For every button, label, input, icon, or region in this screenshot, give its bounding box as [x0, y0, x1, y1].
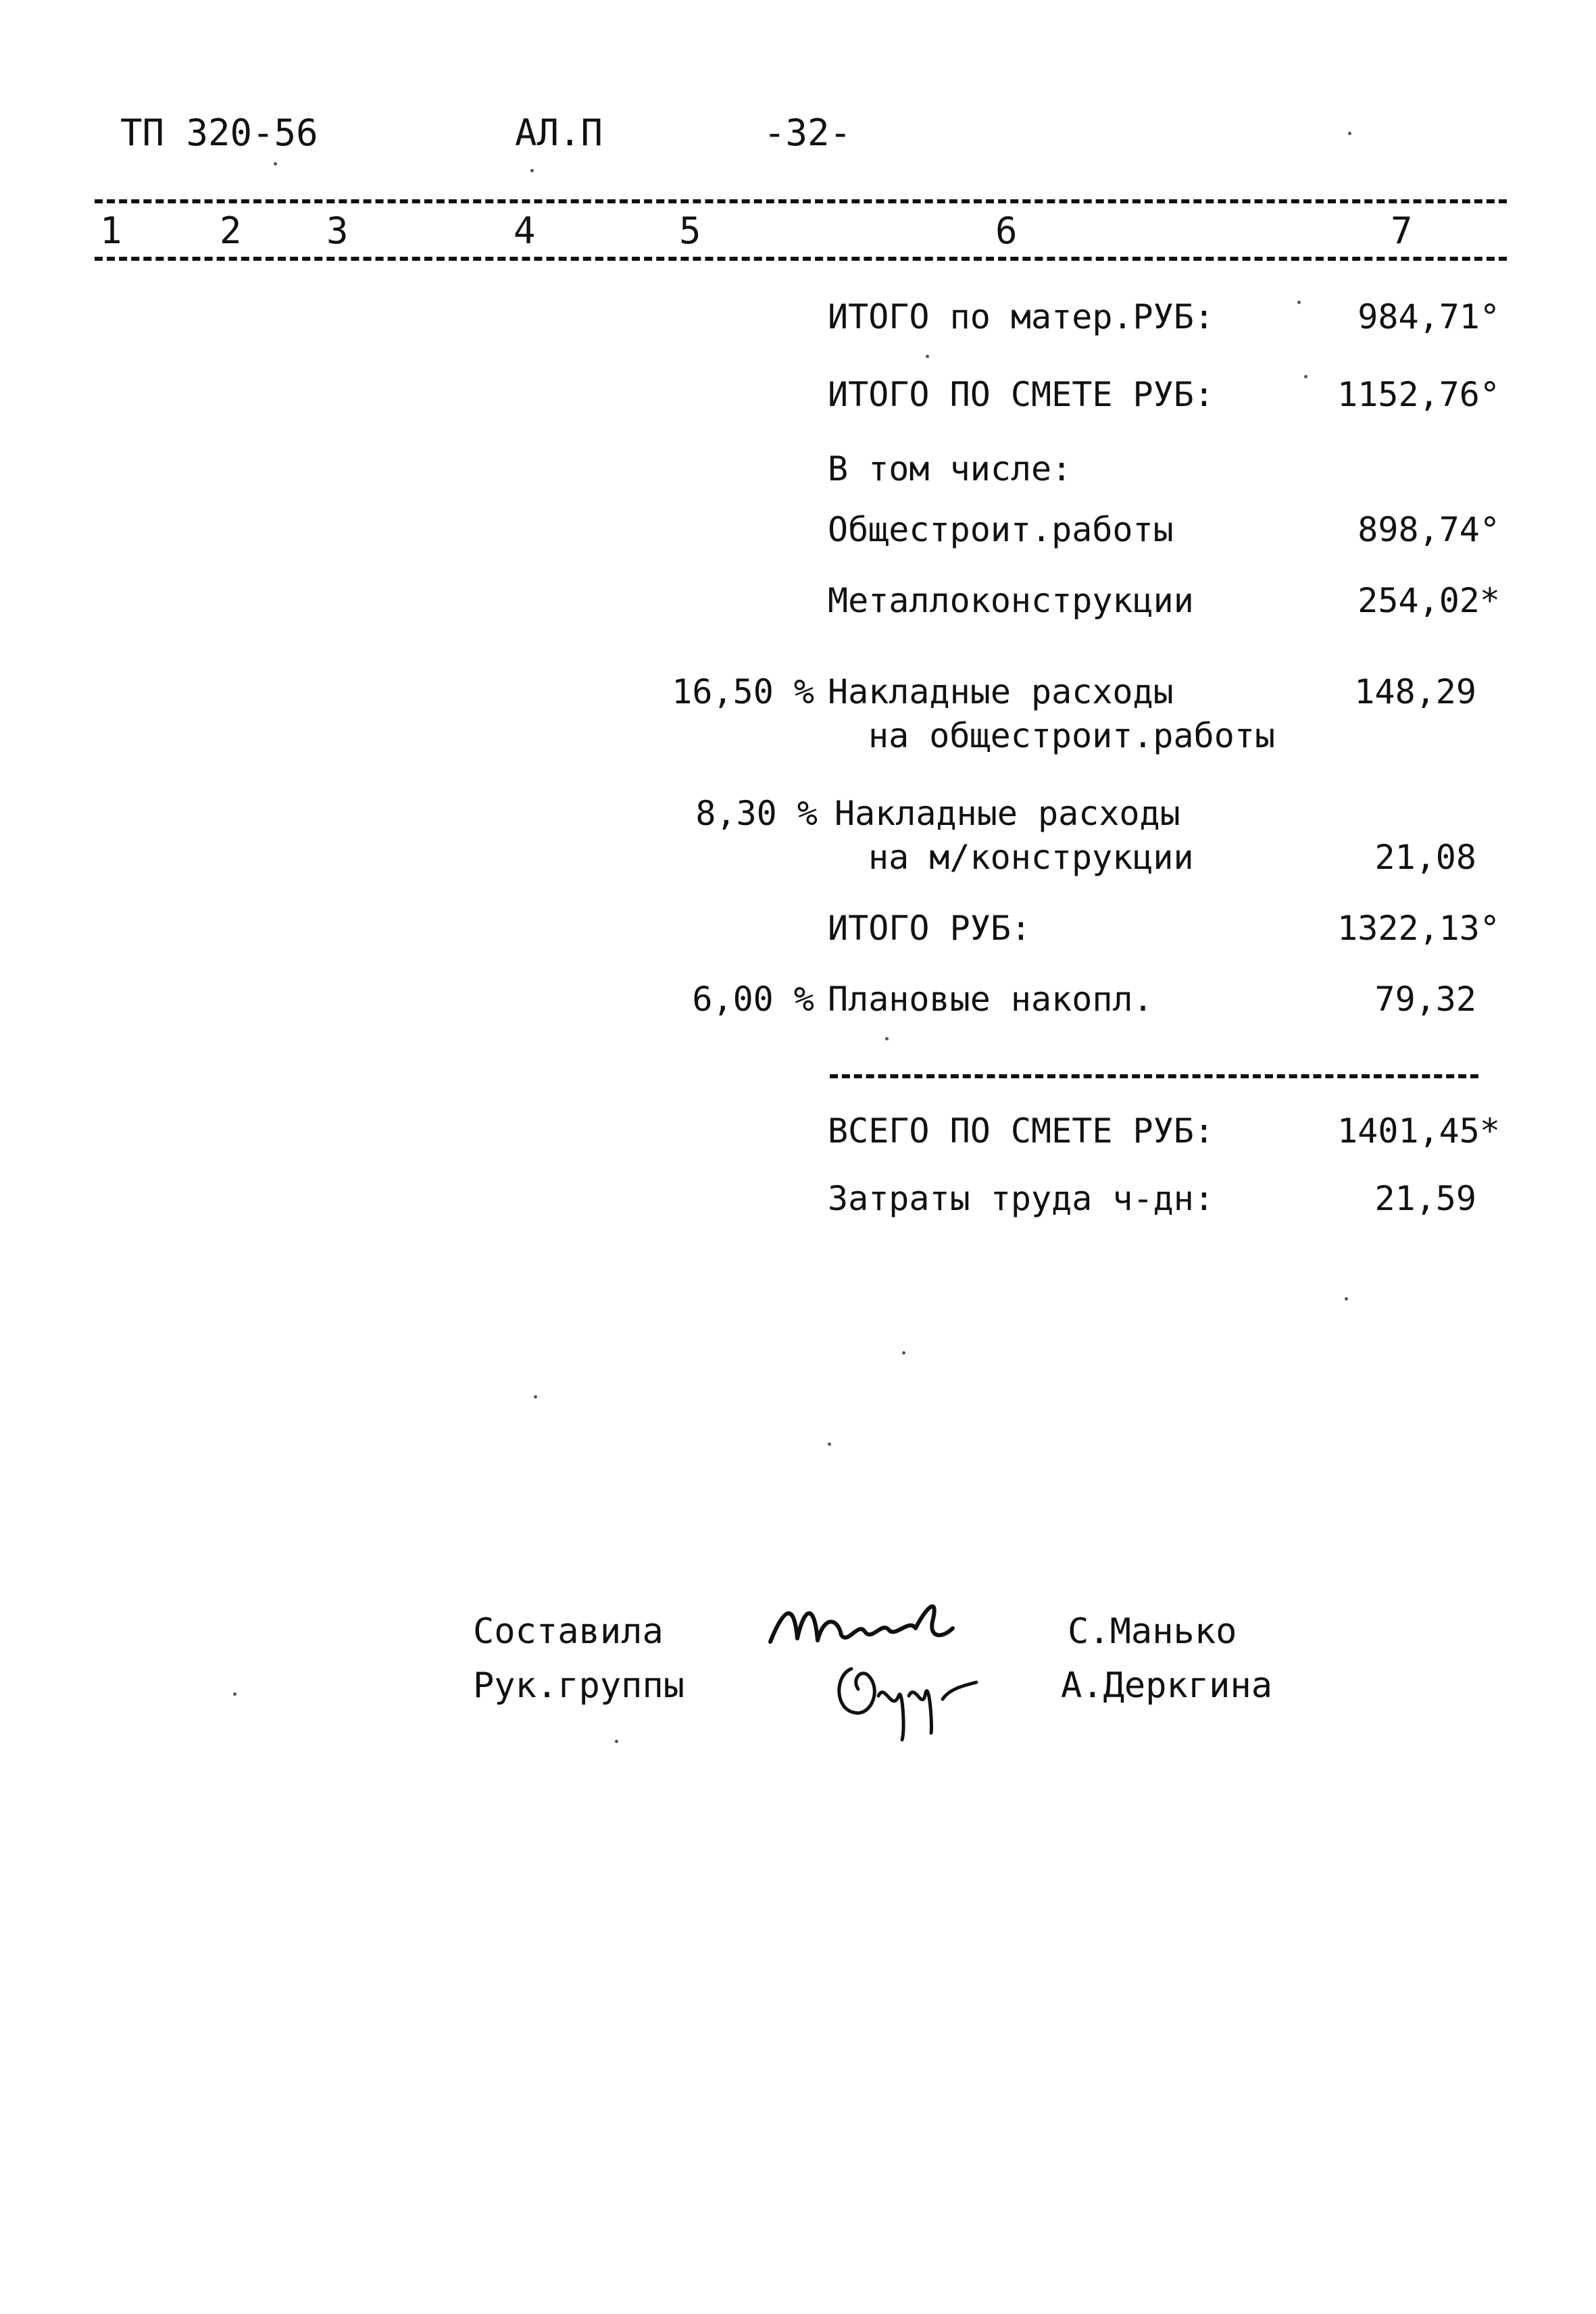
column-number-4: 4 [514, 209, 536, 252]
group-head-name: А.Деркгина [1061, 1665, 1273, 1706]
column-number-5: 5 [679, 209, 701, 252]
row-label: ИТОГО РУБ: [828, 909, 1032, 948]
totals-separator [830, 1074, 1478, 1078]
labor-cost-value: 21,59 [1374, 1179, 1476, 1218]
document-code: ТП 320-56 [120, 111, 318, 154]
page-number: -32- [764, 111, 852, 154]
row-value: 254,02* [1357, 581, 1500, 620]
row-label: Металлоконструкции [828, 581, 1194, 620]
row-label: ИТОГО ПО СМЕТЕ РУБ: [828, 375, 1214, 414]
row-label: В том числе: [828, 449, 1072, 488]
composer-name: С.Манько [1068, 1611, 1237, 1652]
row-label: Накладные расходы [828, 672, 1174, 711]
row-label: Общестроит.работы [828, 510, 1174, 549]
row-value: 148,29 [1354, 672, 1476, 711]
row-percent: 8,30 % [695, 794, 818, 833]
row-value: 21,08 [1374, 838, 1476, 877]
row-value: 898,74° [1357, 510, 1500, 549]
row-value: 984,71° [1357, 297, 1500, 336]
grand-total-value: 1401,45* [1337, 1111, 1500, 1151]
row-label-continuation: на общестроит.работы [868, 716, 1276, 755]
column-number-2: 2 [220, 209, 242, 252]
column-header-top-rule [95, 199, 1507, 203]
row-percent: 6,00 % [692, 980, 814, 1019]
row-percent: 16,50 % [672, 672, 814, 711]
row-label: Плановые накопл. [828, 980, 1153, 1019]
row-value: 79,32 [1374, 980, 1476, 1019]
row-label: Накладные расходы [834, 794, 1180, 833]
group-head-label: Рук.группы [473, 1665, 685, 1706]
column-header-bottom-rule [95, 257, 1507, 261]
labor-cost-label: Затраты труда ч-дн: [828, 1179, 1214, 1218]
row-label: ИТОГО по матер.РУБ: [828, 297, 1214, 336]
signature-derkgina [831, 1649, 987, 1743]
column-number-7: 7 [1391, 209, 1413, 252]
album-number: АЛ.П [515, 111, 603, 154]
column-number-1: 1 [100, 209, 122, 252]
column-number-3: 3 [326, 209, 349, 252]
column-number-6: 6 [995, 209, 1018, 252]
row-value: 1322,13° [1337, 909, 1500, 948]
row-value: 1152,76° [1337, 375, 1500, 414]
composed-by-label: Составила [473, 1611, 664, 1652]
row-label-continuation: на м/конструкции [868, 838, 1194, 877]
grand-total-label: ВСЕГО ПО СМЕТЕ РУБ: [828, 1111, 1214, 1151]
